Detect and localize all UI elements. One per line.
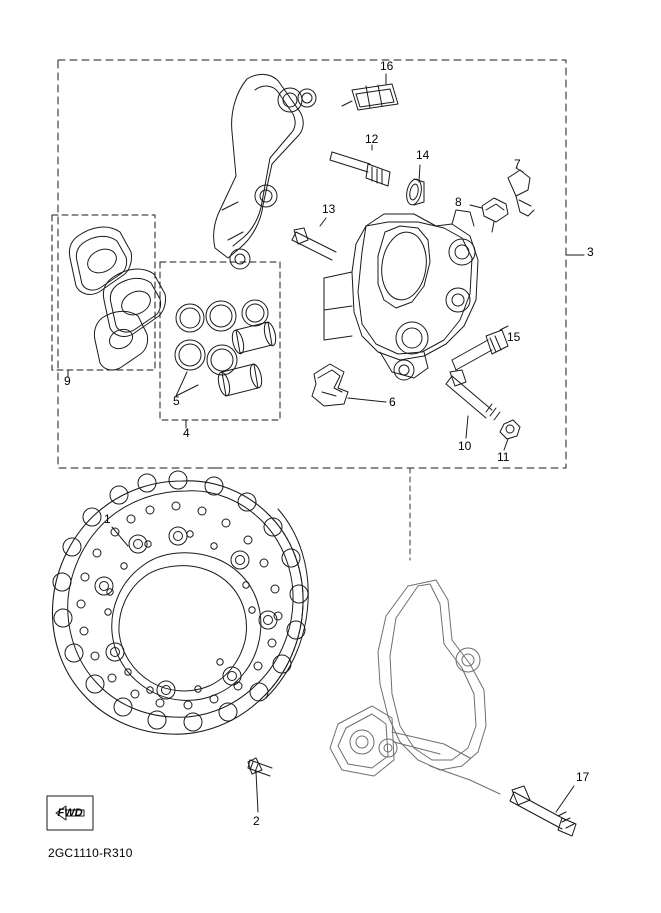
callout-12: 12 (365, 132, 379, 146)
leader-8 (470, 205, 482, 208)
pin-13 (292, 228, 336, 260)
callout-2: 2 (253, 814, 260, 828)
bolt-12 (330, 152, 390, 186)
callout-6: 6 (389, 395, 396, 409)
caliper-body (324, 210, 478, 380)
brake-pad-upper (69, 227, 131, 294)
leader-1 (112, 527, 128, 546)
leader-13 (320, 218, 326, 226)
piston-cylinder-lower (216, 363, 264, 397)
fwd-direction-marker (47, 796, 93, 830)
leader-2 (256, 772, 258, 812)
bleed-screw-7 (508, 170, 534, 216)
callout-1: 1 (104, 512, 111, 526)
leader-17 (556, 786, 574, 812)
callout-16: 16 (380, 59, 394, 73)
callout-15: 15 (507, 330, 521, 344)
axle-bolt-17 (510, 786, 576, 836)
disc-bolt-2 (248, 758, 272, 776)
callout-10: 10 (458, 439, 472, 453)
fork-leg-phantom (330, 580, 500, 794)
callout-3: 3 (587, 245, 594, 259)
callout-17: 17 (576, 770, 590, 784)
bolt-10 (446, 370, 500, 420)
leader-5 (176, 372, 187, 396)
fwd-label: FWD (57, 807, 83, 819)
leader-11 (504, 439, 508, 450)
callout-13: 13 (322, 202, 336, 216)
nut-11 (500, 420, 520, 439)
leader-14 (419, 165, 420, 182)
caliper-bracket (214, 74, 316, 269)
callout-14: 14 (416, 148, 430, 162)
diagram-part-code: 2GC1110-R310 (48, 846, 133, 860)
callout-4: 4 (183, 426, 190, 440)
shim-plate-16 (342, 84, 398, 110)
brake-disc (52, 471, 308, 734)
pad-spring (312, 364, 348, 406)
callout-9: 9 (64, 374, 71, 388)
callout-8: 8 (455, 195, 462, 209)
brake-pad-third (94, 311, 147, 370)
bleed-cap-8 (482, 198, 508, 232)
washer-14 (404, 178, 424, 206)
callout-7: 7 (514, 157, 521, 171)
bolt-15 (452, 330, 508, 370)
callout-5: 5 (173, 394, 180, 408)
leader-10 (466, 416, 468, 438)
leader-6 (348, 398, 386, 402)
callout-11: 11 (497, 450, 510, 464)
